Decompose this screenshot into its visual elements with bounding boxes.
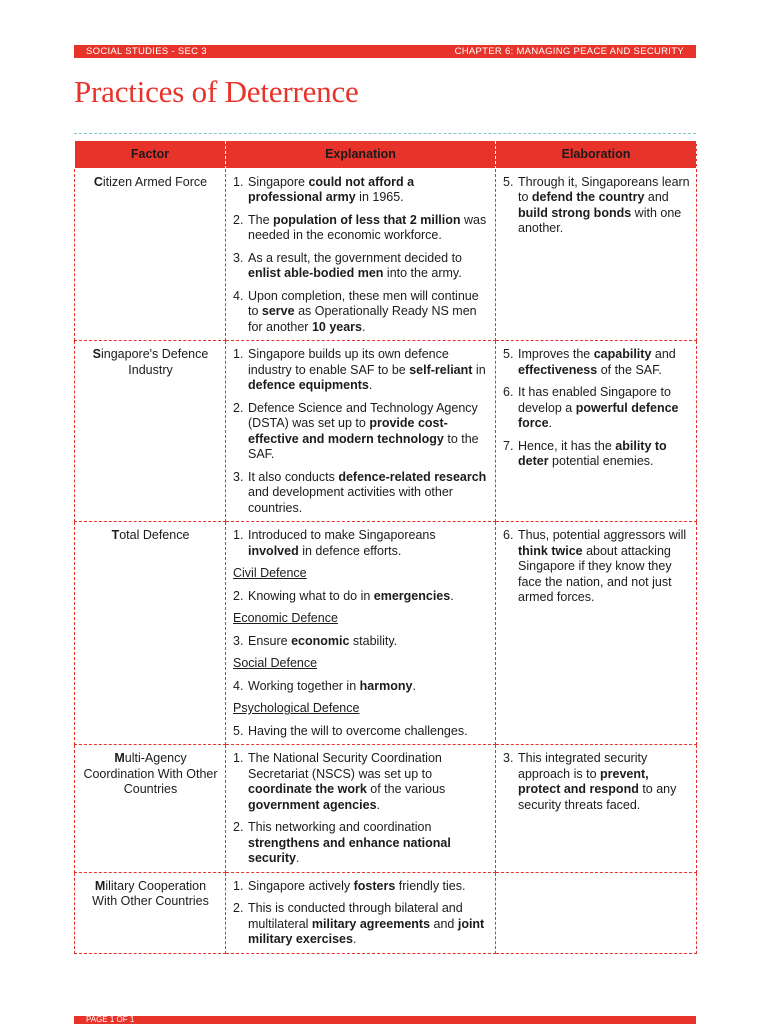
column-header-elaboration: Elaboration <box>496 141 697 168</box>
factor-cell <box>75 341 226 522</box>
body-text: about attacking Singapore if they know they face the nation, and not just armed forces. <box>518 543 672 604</box>
emphasis-text: provide cost-effective and modern technology <box>248 416 448 446</box>
item-text <box>248 679 489 695</box>
body-text: in 1965. <box>355 190 404 204</box>
item-text <box>518 528 690 606</box>
emphasis-text: population of less that 2 million <box>273 212 461 227</box>
body-text: Thus, potential aggressors will <box>518 528 687 542</box>
list-item <box>503 175 690 237</box>
body-text: of the SAF. <box>597 362 662 377</box>
column-header-factor: Factor <box>75 141 226 168</box>
body-text: Singapore actively <box>248 878 354 893</box>
item-text <box>248 901 489 948</box>
subheading: Psychological Defence <box>233 701 360 715</box>
body-text: This networking and coordination <box>248 820 432 834</box>
explanation-cell <box>226 522 496 745</box>
list-item <box>233 879 489 895</box>
list-item <box>233 634 489 650</box>
list-item <box>233 820 489 867</box>
item-number: 2. <box>233 400 244 415</box>
body-text: and <box>651 347 676 361</box>
item-text <box>518 175 690 237</box>
item-number: 6. <box>503 528 514 542</box>
list-item <box>233 470 489 517</box>
emphasis-text: involved <box>248 543 299 558</box>
explanation-cell <box>226 745 496 873</box>
explanation-cell <box>226 872 496 953</box>
list-item <box>503 347 690 378</box>
emphasis-text: prevent, protect and respond <box>518 766 649 796</box>
item-number: 7. <box>503 438 514 453</box>
emphasis-text: serve <box>261 304 295 318</box>
factor-name: otal Defence <box>119 528 190 542</box>
body-text: It also conducts <box>248 469 339 484</box>
body-text: Introduced to make Singaporeans <box>248 528 436 542</box>
footer-page-number: PAGE 1 OF 1 <box>86 1016 135 1024</box>
body-text: This integrated security approach is to <box>518 751 648 781</box>
item-number: 5. <box>503 347 514 361</box>
item-number: 1. <box>233 528 244 542</box>
body-text: with one another. <box>518 205 682 235</box>
item-text <box>248 470 489 517</box>
list-item <box>503 751 690 813</box>
emphasis-text: ability to deter <box>518 438 667 468</box>
body-text: This is conducted through bilateral and multilateral <box>248 901 463 931</box>
page-title: Practices of Deterrence <box>74 74 359 109</box>
emphasis-text: 10 years <box>311 319 362 334</box>
body-text: Singapore builds up its own defence industry to enable SAF to be <box>248 347 449 377</box>
body-text: . <box>412 678 416 693</box>
body-text: Upon completion, these men will continue to <box>248 288 479 318</box>
body-text: potential enemies. <box>548 454 654 468</box>
body-text: The National Security Coordination Secretariat (NSCS) was set up to <box>248 751 442 781</box>
list-item <box>233 589 489 605</box>
item-number: 1. <box>233 347 244 361</box>
explanation-cell <box>226 168 496 341</box>
dashed-separator <box>74 133 696 134</box>
body-text: . <box>450 588 454 603</box>
body-text: Knowing what to do in <box>248 588 374 603</box>
body-text: Defence Science and Technology Agency (DSTA) was set up to <box>248 400 478 430</box>
factor-name: ilitary Cooperation With Other Countries <box>92 878 209 908</box>
emphasis-text: powerful defence force <box>518 400 679 430</box>
body-text: and development activities with other countries. <box>248 485 453 515</box>
emphasis-text: strengthens and enhance national security <box>248 835 451 865</box>
emphasis-text: fosters <box>353 878 396 893</box>
body-text: in <box>472 362 486 377</box>
item-text <box>248 724 489 740</box>
body-text: into the army. <box>383 266 462 280</box>
list-item <box>233 347 489 394</box>
item-text <box>248 347 489 394</box>
body-text: Working together in <box>248 678 360 693</box>
item-number: 5. <box>233 723 244 738</box>
item-text <box>518 751 690 813</box>
item-number: 1. <box>233 878 244 893</box>
factor-initial: C <box>93 174 103 189</box>
body-text: was needed in the economic workforce. <box>248 212 487 242</box>
list-item <box>503 385 690 432</box>
item-text <box>518 385 690 432</box>
table-row <box>75 745 697 873</box>
item-text <box>248 879 489 895</box>
factor-initial: M <box>94 878 106 893</box>
item-text <box>248 213 489 244</box>
item-number: 2. <box>233 588 244 603</box>
body-text: of the various <box>366 782 446 796</box>
body-text: As a result, the government decided to <box>248 250 463 265</box>
body-text: Hence, it has the <box>518 438 616 453</box>
emphasis-text: enlist able-bodied men <box>248 266 384 280</box>
list-item <box>233 251 489 282</box>
emphasis-text: economic <box>291 633 350 648</box>
table-body <box>75 168 697 953</box>
list-item <box>233 901 489 948</box>
item-number: 3. <box>233 250 244 265</box>
item-text <box>518 439 690 470</box>
item-text <box>248 175 489 206</box>
body-text: . <box>362 319 366 334</box>
elaboration-cell <box>496 168 697 341</box>
body-text: stability. <box>349 633 398 648</box>
elaboration-cell <box>496 341 697 522</box>
table-row <box>75 872 697 953</box>
column-header-explanation: Explanation <box>226 141 496 168</box>
emphasis-text: defend the country <box>531 190 645 204</box>
body-text: Singapore <box>248 174 309 189</box>
table-row <box>75 168 697 341</box>
item-number: 1. <box>233 174 244 189</box>
emphasis-text: emergencies <box>373 588 451 603</box>
factor-cell <box>75 168 226 341</box>
emphasis-text: defence-related research <box>338 469 487 484</box>
body-text: Ensure <box>248 633 292 648</box>
item-text <box>248 401 489 463</box>
item-number: 5. <box>503 174 514 189</box>
body-text: as Operationally Ready NS men for another <box>248 304 477 334</box>
list-item <box>503 439 690 470</box>
body-text: . <box>548 416 553 430</box>
subheading: Civil Defence <box>233 566 307 580</box>
item-text <box>248 751 489 813</box>
item-text <box>248 820 489 867</box>
item-number: 4. <box>233 288 244 303</box>
body-text: . <box>295 851 300 865</box>
footer-band <box>74 1016 696 1024</box>
elaboration-cell <box>496 745 697 873</box>
item-number: 2. <box>233 212 244 227</box>
item-number: 3. <box>233 469 244 484</box>
body-text: friendly ties. <box>395 878 466 893</box>
emphasis-text: self-reliant <box>409 362 473 377</box>
list-item <box>233 679 489 695</box>
deterrence-table-wrapper <box>74 141 696 954</box>
list-item <box>233 528 489 559</box>
header-subject: SOCIAL STUDIES - SEC 3 <box>86 46 207 57</box>
factor-cell <box>75 872 226 953</box>
list-item <box>503 528 690 606</box>
subheading: Economic Defence <box>233 611 338 625</box>
body-text: . <box>376 797 380 812</box>
factor-initial: T <box>111 528 120 542</box>
list-item <box>233 175 489 206</box>
table-header-row <box>75 141 697 168</box>
item-number: 4. <box>233 678 244 693</box>
body-text: to the SAF. <box>248 431 479 461</box>
factor-initial: M <box>114 751 125 765</box>
factor-name: itizen Armed Force <box>102 174 208 189</box>
body-text: The <box>248 212 274 227</box>
header-band <box>74 45 696 58</box>
body-text: . <box>352 932 357 946</box>
emphasis-text: coordinate the work <box>248 782 367 796</box>
emphasis-text: capability <box>593 347 652 361</box>
body-text: in defence efforts. <box>298 543 402 558</box>
header-chapter: CHAPTER 6: MANAGING PEACE AND SECURITY <box>454 46 684 57</box>
item-text <box>248 589 489 605</box>
body-text: Through it, Singaporeans learn to <box>518 174 690 204</box>
factor-name: ingapore's Defence Industry <box>101 347 209 377</box>
emphasis-text: defence equipments <box>248 378 369 392</box>
list-item <box>233 751 489 813</box>
elaboration-cell <box>496 872 697 953</box>
factor-initial: S <box>92 347 101 361</box>
list-item <box>233 213 489 244</box>
body-text: . <box>368 378 373 392</box>
item-text <box>248 528 489 559</box>
item-number: 3. <box>233 633 244 648</box>
deterrence-table <box>74 141 697 954</box>
body-text: Having the will to overcome challenges. <box>248 723 468 738</box>
item-number: 6. <box>503 385 514 399</box>
body-text: and <box>644 190 669 204</box>
subheading: Social Defence <box>233 656 318 670</box>
emphasis-text: joint military exercises <box>248 916 485 946</box>
table-row <box>75 522 697 745</box>
list-item <box>233 401 489 463</box>
emphasis-text: military agreements <box>311 916 431 931</box>
item-text <box>248 289 489 336</box>
item-text <box>248 251 489 282</box>
body-text: It has enabled Singapore to develop a <box>518 385 671 415</box>
table-row <box>75 341 697 522</box>
item-number: 2. <box>233 820 244 834</box>
list-item <box>233 724 489 740</box>
item-number: 1. <box>233 751 244 765</box>
item-text <box>248 634 489 650</box>
explanation-cell <box>226 341 496 522</box>
emphasis-text: government agencies <box>248 797 377 812</box>
body-text: Improves the <box>518 347 594 361</box>
item-number: 3. <box>503 751 514 765</box>
emphasis-text: harmony <box>359 678 413 693</box>
factor-cell <box>75 522 226 745</box>
elaboration-cell <box>496 522 697 745</box>
factor-cell <box>75 745 226 873</box>
emphasis-text: think twice <box>518 543 583 558</box>
item-number: 2. <box>233 901 244 915</box>
emphasis-text: could not afford a professional army <box>248 174 415 204</box>
emphasis-text: effectiveness <box>518 362 598 377</box>
factor-name: ulti-Agency Coordination With Other Countries <box>83 751 218 796</box>
body-text: and <box>430 916 458 931</box>
list-item <box>233 289 489 336</box>
emphasis-text: build strong bonds <box>518 205 632 220</box>
item-text <box>518 347 690 378</box>
body-text: to any security threats faced. <box>518 782 677 812</box>
